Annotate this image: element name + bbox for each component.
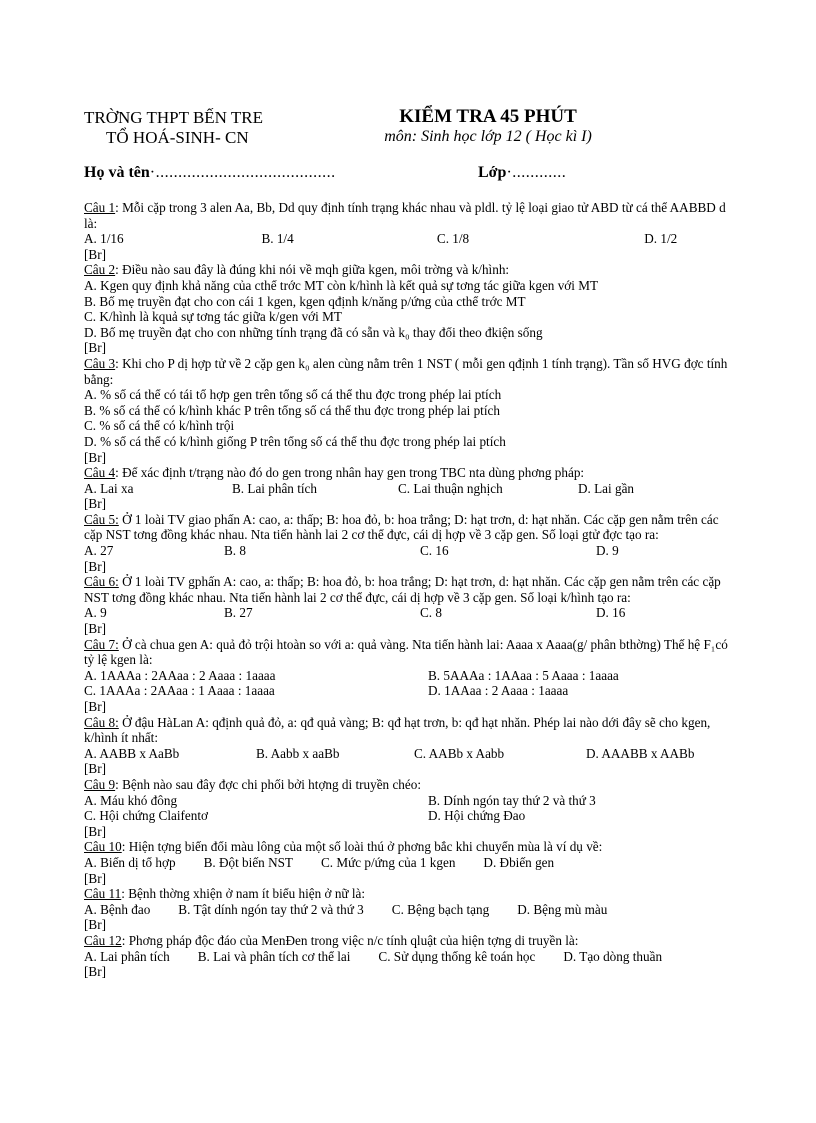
question-stem: [84, 637, 734, 668]
break-marker: [Br]: [84, 761, 106, 777]
answer-option: A. 1AAAa : 2AAaa : 2 Aaaa : 1aaaa: [84, 667, 276, 683]
question-label: Câu 10: [84, 839, 122, 855]
question-stem: [84, 933, 734, 949]
name-label: Họ và tên: [84, 164, 150, 181]
question-text: : Khi cho P dị hợp tử về 2 cặp gen k₀ alen cùng nằm trên 1 NST ( mỗi gen qđịnh 1 tính trạng). Tần số HVG đợc tính bằng:: [84, 355, 728, 387]
answer-option: C. Lai thuận nghịch: [398, 480, 503, 496]
answer-option: A. Bệnh đao: [84, 901, 151, 917]
question-block: [84, 512, 734, 574]
answer-option: B. Đột biến NST: [203, 854, 293, 870]
answer-option: D. Bố mẹ truyền đạt cho con những tính trạng đã có sẵn và k₀ thay đổi theo đkiện sống: [84, 324, 543, 340]
student-class-field: [478, 164, 566, 182]
answer-option: D. % số cá thể có k/hình giống P trên tổng số cá thể thu đợc trong phép lai ptích: [84, 433, 506, 449]
school-header: [84, 108, 263, 148]
class-blank: ·............: [506, 164, 567, 181]
question-text: Ở 1 loài TV giao phấn A: cao, a: thấp; B: hoa đỏ, b: hoa trắng; D: hạt trơn, d: hạt nhăn. Các cặp gen nằm trên các cặp NST tơng đồng khác nhau. Nta tiến hành lai 2 cơ thể đực, cái dị hợp về 3 cặp gen. Số loại gtử đợc tạo ra:: [84, 511, 719, 543]
student-name-field: [84, 164, 336, 182]
break-marker: [Br]: [84, 621, 106, 637]
break-marker: [Br]: [84, 823, 106, 839]
question-block: [84, 262, 734, 356]
answer-option: A. Kgen quy định khả năng của cthể trớc MT còn k/hình là kết quả sự tơng tác giữa kgen với MT: [84, 277, 599, 293]
question-text: : Để xác định t/trạng nào đó do gen trong nhân hay gen trong TBC nta dùng phơng pháp:: [115, 465, 585, 481]
break-marker: [Br]: [84, 558, 106, 574]
question-label: Câu 7:: [84, 636, 119, 652]
break-marker: [Br]: [84, 870, 106, 886]
question-text: : Hiện tợng biến đổi màu lông của một số loài thú ở phơng bắc khi chuyển mùa là ví dụ về:: [121, 839, 603, 855]
question-text: : Mỗi cặp trong 3 alen Aa, Bb, Dd quy định tính trạng khác nhau và pldl. tỷ lệ loại giao tử ABD từ cá thể AABBD d là:: [84, 200, 726, 231]
answer-option: A. Lai xa: [84, 480, 134, 496]
answer-option: B. 1/4: [261, 231, 294, 247]
question-text: : Điều nào sau đây là đúng khi nói về mqh giữa kgen, môi trờng và k/hình:: [115, 262, 510, 278]
answer-option: A. Biến dị tổ hợp: [84, 854, 176, 870]
question-stem: [84, 839, 734, 855]
answer-option: C. 16: [420, 543, 449, 559]
answer-options: [84, 949, 734, 965]
question-stem: [84, 512, 734, 543]
question-block: [84, 886, 734, 933]
question-block: [84, 200, 734, 262]
question-block: [84, 465, 734, 512]
answer-option: B. Aabb x aaBb: [256, 745, 340, 761]
break-marker: [Br]: [84, 496, 106, 512]
question-stem: [84, 574, 734, 605]
answer-option-row: [84, 808, 734, 824]
question-block: [84, 574, 734, 636]
answer-option: B. 5AAAa : 1AAaa : 5 Aaaa : 1aaaa: [428, 667, 619, 683]
question-label: Câu 6:: [84, 574, 119, 590]
question-text: : Bệnh thờng xhiện ở nam ít biểu hiện ở nữ là:: [121, 886, 366, 902]
question-label: Câu 11: [84, 886, 122, 902]
answer-option: B. Lai phân tích: [232, 480, 317, 496]
question-block: [84, 777, 734, 839]
answer-option: A. Lai phân tích: [84, 948, 170, 964]
break-marker: [Br]: [84, 699, 106, 714]
answer-option: C. 1AAAa : 2AAaa : 1 Aaaa : 1aaaa: [84, 683, 275, 699]
break-marker: [Br]: [84, 449, 106, 465]
answer-option: B. Bố mẹ truyền đạt cho con cái 1 kgen, kgen qđịnh k/năng p/ứng của cthể trớc MT: [84, 293, 526, 309]
answer-options: [84, 902, 734, 918]
question-stem: [84, 200, 734, 231]
school-name: TRỜNG THPT BẾN TRE: [84, 108, 263, 127]
question-label: Câu 2: [84, 262, 116, 278]
answer-option-row: [84, 683, 734, 699]
question-text: Ở cà chua gen A: quả đỏ trội htoàn so với a: quả vàng. Nta tiến hành lai: Aaaa x Aaaa(g/ phân bthờng) Thế hệ F₁có tỷ lệ kgen là:: [84, 636, 728, 668]
answer-option: A. % số cá thể có tái tổ hợp gen trên tổng số cá thể thu đợc trong phép lai ptích: [84, 387, 502, 403]
question-label: Câu 1: [84, 200, 116, 215]
question-text: Ở 1 loài TV gphấn A: cao, a: thấp; B: hoa đỏ, b: hoa trắng; D: hạt trơn, d: hạt nhăn. Các cặp gen nằm trên các cặp NST tơng đồng khác nhau. Nta tiến hành lai 2 cơ thể đực, cái dị hợp về 3 cặp gen. Số loại k/hình tạo ra:: [84, 574, 721, 605]
answer-option: D. Lai gần: [578, 480, 635, 496]
answer-option: B. Tật dính ngón tay thứ 2 và thứ 3: [178, 901, 364, 917]
answer-option: A. AABB x AaBb: [84, 745, 180, 761]
question-block: [84, 933, 734, 980]
answer-option: D. 1AAaa : 2 Aaaa : 1aaaa: [428, 683, 569, 699]
question-block: [84, 637, 734, 715]
answer-options: [84, 481, 734, 497]
answer-option: C. 8: [420, 605, 442, 621]
question-stem: [84, 715, 734, 746]
answer-option: D. Hội chứng Đao: [428, 808, 526, 824]
answer-option: A. 9: [84, 605, 107, 621]
answer-option: C. Bệng bạch tạng: [391, 901, 490, 917]
question-block: [84, 356, 734, 465]
break-marker: [Br]: [84, 246, 106, 262]
exam-header: [358, 106, 618, 146]
answer-option: D. 16: [596, 605, 626, 621]
answer-option: D. 9: [596, 543, 619, 559]
department-name: TỔ HOÁ-SINH- CN: [106, 128, 249, 147]
question-label: Câu 12: [84, 932, 122, 948]
answer-option: B. % số cá thể có k/hình khác P trên tổng số cá thể thu đợc trong phép lai ptích: [84, 402, 500, 418]
answer-option: C. Mức p/ứng của 1 kgen: [320, 854, 456, 870]
answer-option: D. Tạo dòng thuần: [563, 948, 663, 964]
question-text: Ở đậu HàLan A: qđịnh quả đỏ, a: qđ quả vàng; B: qđ hạt trơn, b: qđ hạt nhăn. Phép lai nào dới đây sẽ cho kgen, k/hình ít nhất:: [84, 714, 711, 746]
answer-option: B. 8: [224, 543, 246, 559]
answer-option: B. 27: [224, 605, 253, 621]
answer-option: C. K/hình là kquả sự tơng tác giữa k/gen với MT: [84, 309, 342, 325]
question-label: Câu 5:: [84, 511, 119, 527]
answer-option: C. Sử dụng thống kê toán học: [378, 948, 536, 964]
answer-options: [84, 855, 734, 871]
question-label: Câu 4: [84, 465, 116, 481]
question-block: [84, 715, 734, 777]
answer-option: C. % số cá thể có k/hình trội: [84, 418, 235, 434]
question-text: : Bệnh nào sau đây đợc chi phối bởi htợng di truyền chéo:: [115, 776, 421, 792]
answer-option-row: [84, 668, 734, 684]
answer-option: A. 1/16: [84, 231, 124, 247]
answer-options: [84, 746, 734, 762]
answer-option: D. AAABB x AABb: [586, 745, 695, 761]
answer-options: [84, 605, 734, 621]
question-list: [84, 200, 734, 980]
question-stem: [84, 262, 734, 278]
question-stem: [84, 886, 734, 902]
question-label: Câu 3: [84, 355, 116, 371]
answer-option: B. Dính ngón tay thứ 2 và thứ 3: [428, 792, 596, 808]
answer-options: [84, 231, 734, 247]
break-marker: [Br]: [84, 340, 106, 356]
question-label: Câu 8:: [84, 714, 119, 730]
class-label: Lớp: [478, 164, 507, 181]
question-stem: [84, 465, 734, 481]
question-label: Câu 9: [84, 776, 116, 792]
answer-option-row: [84, 793, 734, 809]
break-marker: [Br]: [84, 917, 106, 933]
exam-subtitle: môn: Sinh học lớp 12 ( Học kì I): [384, 128, 592, 145]
answer-option: D. 1/2: [644, 231, 678, 247]
question-block: [84, 839, 734, 886]
exam-title: KIỂM TRA 45 PHÚT: [399, 106, 577, 127]
question-text: : Phơng pháp độc đáo của MenĐen trong việc n/c tính qluật của hiện tợng di truyền là:: [121, 932, 579, 948]
answer-option: B. Lai và phân tích cơ thể lai: [197, 948, 351, 964]
answer-option: C. 1/8: [436, 231, 470, 247]
answer-option: A. 27: [84, 543, 114, 559]
answer-option: D. Đbiến gen: [483, 854, 555, 870]
question-stem: [84, 356, 734, 387]
answer-options: [84, 543, 734, 559]
answer-option: A. Máu khó đông: [84, 792, 178, 808]
answer-option: D. Bệng mù màu: [517, 901, 608, 917]
answer-option: C. AABb x Aabb: [414, 745, 505, 761]
answer-option: C. Hội chứng Claifentơ: [84, 808, 208, 824]
break-marker: [Br]: [84, 964, 106, 980]
question-stem: [84, 777, 734, 793]
name-blank: ·........................................: [149, 164, 336, 181]
